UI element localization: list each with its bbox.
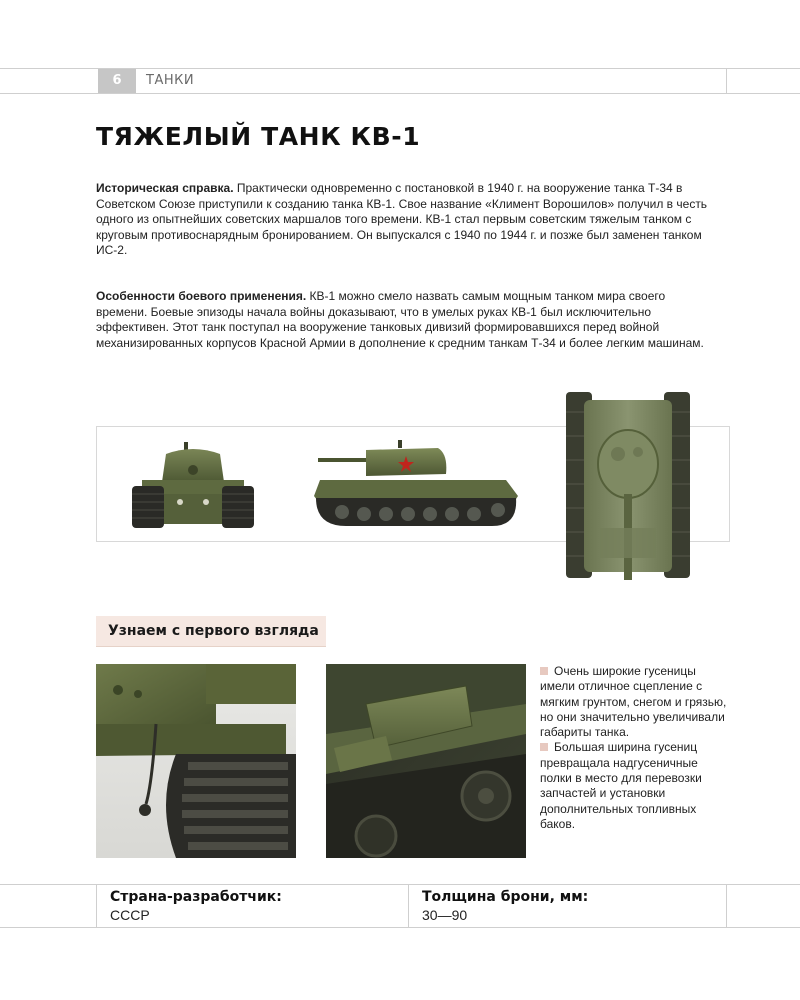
section-title: ТАНКИ xyxy=(146,73,195,88)
header-divider xyxy=(726,69,727,93)
spec-country-label: Страна-разработчик: xyxy=(110,889,282,905)
track-closeup-photo xyxy=(96,664,296,858)
combat-paragraph xyxy=(96,289,708,351)
tank-front-view xyxy=(132,442,254,532)
spec-armor-label: Толщина брони, мм: xyxy=(422,889,589,905)
page-number: 6 xyxy=(98,69,136,93)
recognition-notes xyxy=(540,664,730,832)
bullet-icon xyxy=(540,667,548,675)
spec-armor-value: 30—90 xyxy=(422,907,468,923)
history-paragraph xyxy=(96,181,708,259)
recognition-note: Большая ширина гусениц превращала надгусеничные полки в место для перевозки запчастей и установки дополнительных топливных баков. xyxy=(540,740,702,831)
recognition-heading-box xyxy=(96,616,326,647)
specs-divider xyxy=(408,885,409,927)
spec-armor xyxy=(422,888,588,924)
page-header xyxy=(0,68,800,94)
fender-closeup-photo xyxy=(326,664,526,858)
spec-country xyxy=(110,888,282,924)
recognition-heading: Узнаем с первого взгляда xyxy=(108,623,319,639)
history-lead: Историческая справка. xyxy=(96,181,234,195)
combat-text: КВ-1 можно смело назвать самым мощным танком мира своего времени. Боевые эпизоды начала войны доказывают, что в умелых руках КВ-1 был исключительно эффективен. Этот танк поступал на вооружение танковых дивизий формировавшихся перед войной механизированных корпусов Красной Армии в дополнение к средним танкам Т-34 и более легким машинам. xyxy=(96,289,704,350)
combat-lead: Особенности боевого применения. xyxy=(96,289,307,303)
specs-divider xyxy=(96,885,97,927)
tank-top-view xyxy=(566,388,690,584)
page-title: ТЯЖЕЛЫЙ ТАНК КВ-1 xyxy=(96,122,421,151)
bullet-icon xyxy=(540,743,548,751)
specs-band xyxy=(0,884,800,928)
recognition-note: Очень широкие гусеницы имели отличное сцепление с мягким грунтом, снегом и грязью, но они значительно увеличивали габариты танка. xyxy=(540,664,727,740)
history-text: Практически одновременно с постановкой в 1940 г. на вооружение танка Т-34 в Советском Союзе приступили к созданию танка КВ-1. Свое название «Климент Ворошилов» получил в честь одного из опытнейших советских маршалов того времени. КВ-1 стал первым советским тяжелым танком с круговым противоснарядным бронированием. Он выпускался с 1940 по 1944 г. и позже был заменен танком ИС-2. xyxy=(96,181,708,257)
specs-divider xyxy=(726,885,727,927)
tank-side-view xyxy=(306,440,526,528)
spec-country-value: СССР xyxy=(110,907,150,923)
